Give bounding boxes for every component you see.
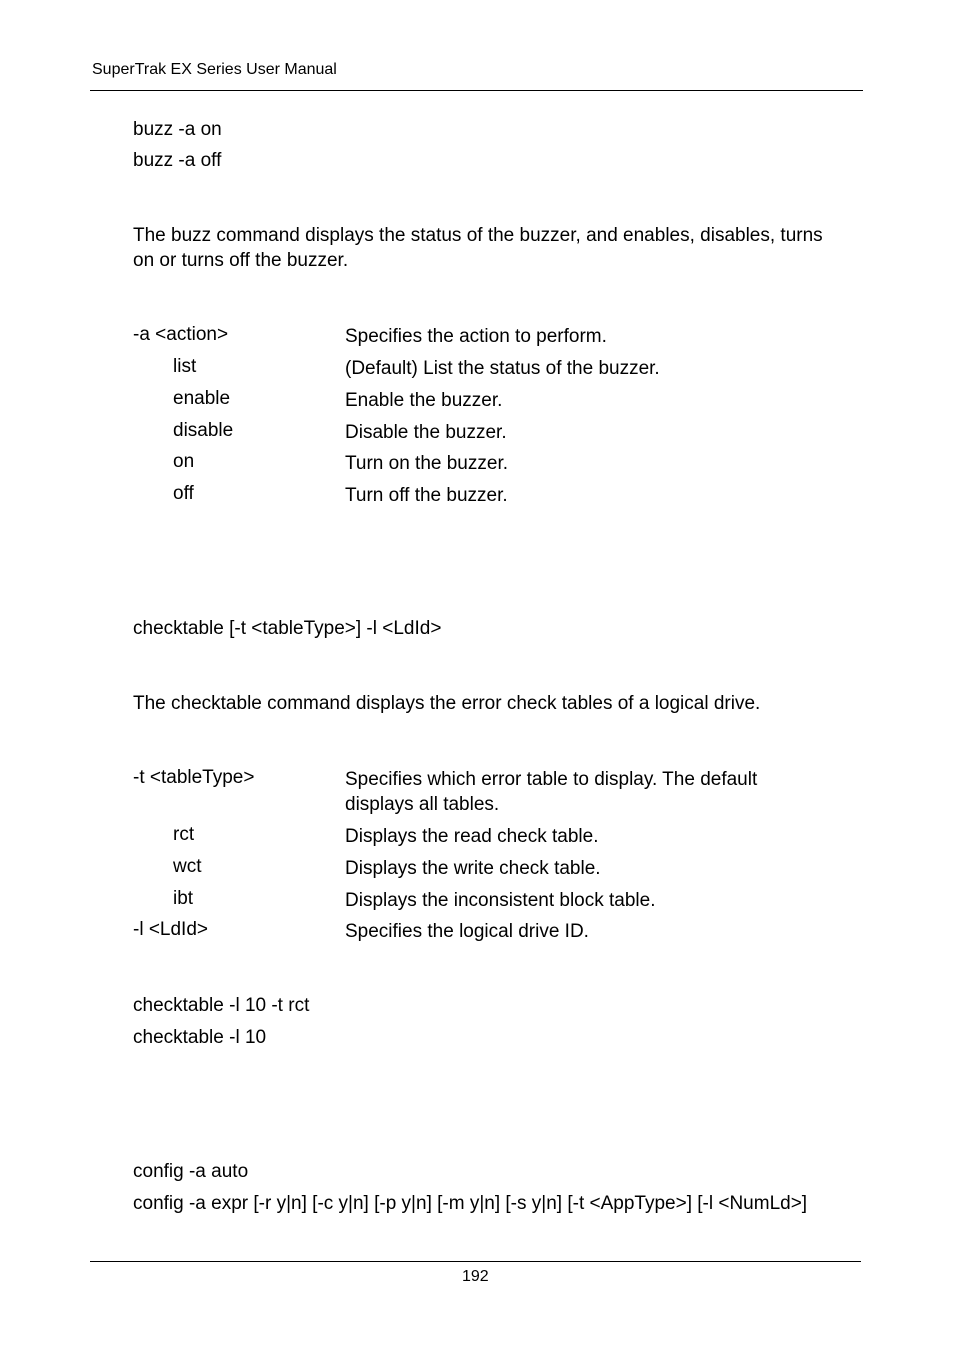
page-number: 192	[462, 1268, 489, 1285]
checktable-description: The checktable command displays the error check tables of a logical drive.	[133, 693, 761, 714]
buzz-option-desc: (Default) List the status of the buzzer.	[345, 358, 660, 379]
buzz-option-name: -a <action>	[133, 324, 229, 345]
buzz-option-desc: Disable the buzzer.	[345, 422, 507, 443]
buzz-option-name: off	[173, 483, 194, 504]
checktable-option-desc: Specifies the logical drive ID.	[345, 921, 589, 942]
buzz-option-desc: Specifies the action to perform.	[345, 326, 607, 347]
checktable-option-name: ibt	[173, 888, 194, 909]
running-header: SuperTrak EX Series User Manual	[92, 61, 337, 78]
checktable-option-desc: Displays the read check table.	[345, 826, 599, 847]
checktable-usage: checktable [-t <tableType>] -l <LdId>	[133, 618, 442, 639]
footer-rule	[90, 1261, 861, 1262]
checktable-option-name: -t <tableType>	[133, 767, 255, 788]
config-usage-2: config -a expr [-r y|n] [-c y|n] [-p y|n] [-m y|n] [-s y|n] [-t <AppType>] [-l <NumLd>]	[133, 1193, 808, 1214]
checktable-example-1: checktable -l 10 -t rct	[133, 995, 310, 1016]
checktable-option-desc: Displays the write check table.	[345, 858, 601, 879]
header-rule	[90, 90, 863, 91]
checktable-option-name: wct	[173, 856, 202, 877]
checktable-option-name: rct	[173, 824, 195, 845]
checktable-option-desc: Displays the inconsistent block table.	[345, 890, 656, 911]
buzz-option-name: disable	[173, 420, 234, 441]
buzz-option-name: list	[173, 356, 197, 377]
buzz-option-name: enable	[173, 388, 231, 409]
buzz-option-desc: Enable the buzzer.	[345, 390, 503, 411]
buzz-example-2: buzz -a off	[133, 150, 222, 171]
buzz-description: The buzz command displays the status of the buzzer, and enables, disables, turns on or turns off the buzzer.	[133, 225, 823, 271]
buzz-option-desc: Turn on the buzzer.	[345, 453, 509, 474]
buzz-example-1: buzz -a on	[133, 119, 222, 140]
checktable-option-desc: displays all tables.	[345, 794, 500, 815]
checktable-option-desc: Specifies which error table to display. The default	[345, 769, 758, 790]
config-usage-1: config -a auto	[133, 1161, 249, 1182]
buzz-option-desc: Turn off the buzzer.	[345, 485, 508, 506]
buzz-option-name: on	[173, 451, 195, 472]
checktable-example-2: checktable -l 10	[133, 1027, 267, 1048]
checktable-option-name: -l <LdId>	[133, 919, 208, 940]
